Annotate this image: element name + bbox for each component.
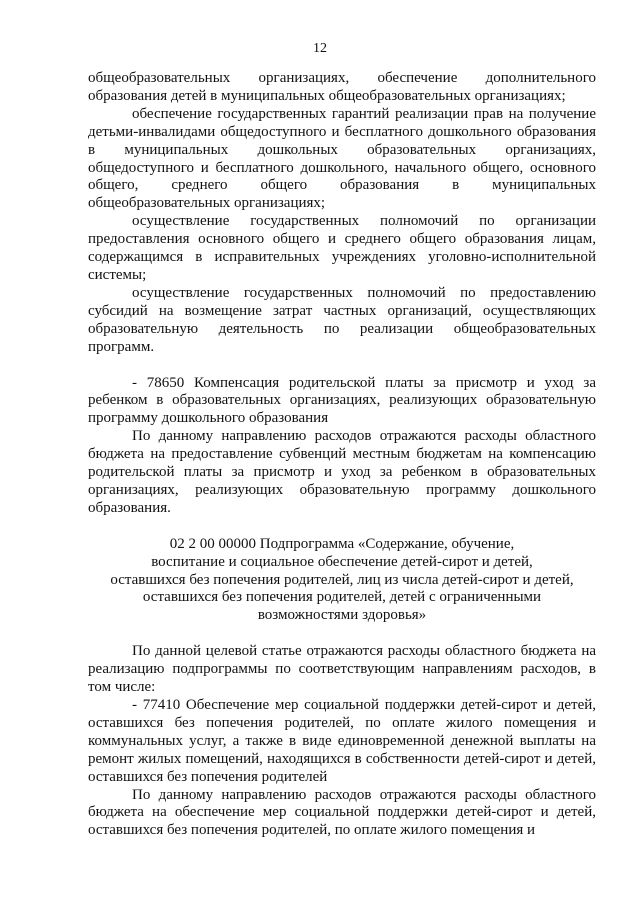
paragraph: - 77410 Обеспечение мер социальной поддержки детей-сирот и детей, оставшихся без попечения родителей, по оплате жилого помещения и коммунальных услуг, а также в виде единовременной денежной выплаты на ремонт жилых помещений, находящихся в собственности детей-сирот и детей, оставшихся без попечения родителей — [88, 697, 596, 785]
section-parental-fee-compensation — [88, 375, 596, 518]
spacer — [88, 357, 596, 375]
paragraph: общеобразовательных организациях, обеспечение дополнительного образования детей в муниципальных общеобразовательных организациях; — [88, 70, 596, 104]
paragraph: обеспечение государственных гарантий реализации прав на получение детьми-инвалидами общедоступного и бесплатного дошкольного образования в муниципальных дошкольных образовательных организациях, общедоступного и бесплатного дошкольного, начального общего, основного общего, среднего общего образования в муниципальных общеобразовательных организациях; — [88, 105, 596, 212]
section-orphans-support — [88, 643, 596, 840]
heading-line: воспитание и социальное обеспечение детей-сирот и детей, — [151, 553, 533, 570]
paragraph: осуществление государственных полномочий по предоставлению субсидий на возмещение затрат частных организаций, осуществляющих образовательную деятельность по реализации общеобразовательных программ. — [88, 284, 596, 355]
document-body — [88, 70, 596, 840]
paragraph: По данной целевой статье отражаются расходы областного бюджета на реализацию подпрограммы по соответствующим направлениям расходов, в том числе: — [88, 643, 596, 696]
heading-line: оставшихся без попечения родителей, лиц из числа детей-сирот и детей, — [110, 571, 574, 588]
paragraph: По данному направлению расходов отражаются расходы областного бюджета на обеспечение мер социальной поддержки детей-сирот и детей, оставшихся без попечения родителей, по оплате жилого помещения и — [88, 786, 596, 839]
spacer — [88, 625, 596, 643]
section-education-organizations — [88, 70, 596, 357]
paragraph: По данному направлению расходов отражаются расходы областного бюджета на предоставление субвенций местным бюджетам на компенсацию родительской платы за присмотр и уход за ребенком в образовательных организациях, реализующих образовательную программу дошкольного образования. — [88, 428, 596, 516]
heading-line: 02 2 00 00000 Подпрограмма «Содержание, обучение, — [169, 535, 515, 552]
heading-line: оставшихся без попечения родителей, детей с ограниченными — [142, 589, 542, 606]
spacer — [88, 518, 596, 536]
paragraph: - 78650 Компенсация родительской платы за присмотр и уход за ребенком в образовательных организациях, реализующих образовательную программу дошкольного образования — [88, 374, 596, 427]
heading-line: возможностями здоровья» — [257, 607, 427, 624]
subprogram-heading — [88, 536, 596, 626]
page-number: 12 — [313, 41, 327, 56]
paragraph: осуществление государственных полномочий по организации предоставления основного общего и среднего общего образования лицам, содержащимся в исправительных учреждениях уголовно-исполнительной системы; — [88, 213, 596, 283]
